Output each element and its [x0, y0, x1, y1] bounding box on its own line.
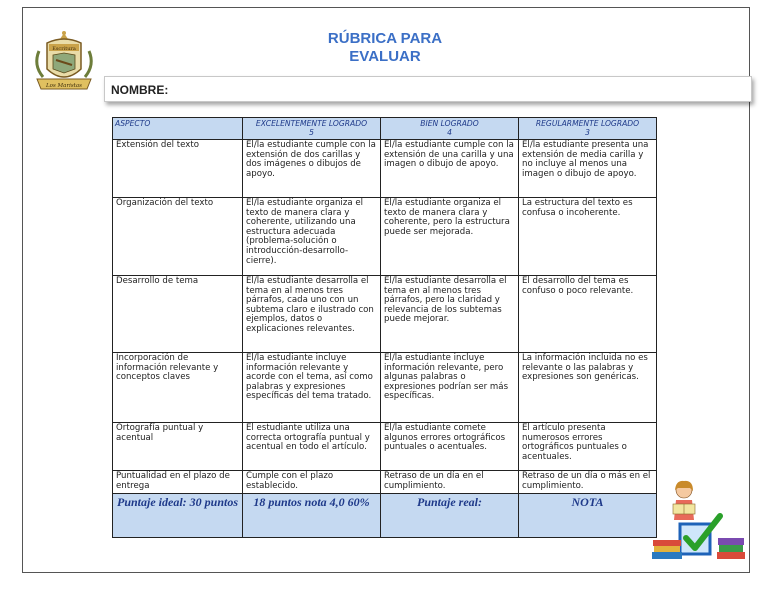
table-row: [113, 140, 657, 198]
aspect-cell: Extensión del texto: [113, 140, 243, 198]
header-fair: REGULARMENTE LOGRADO 3: [519, 118, 657, 140]
good-cell: El/la estudiante incluye información relevante, pero algunas palabras o expresiones podrían ser más específicas.: [381, 353, 519, 423]
excellent-cell: El/la estudiante incluye información relevante y acorde con el tema, así como palabras y expresiones específicas del tema tratado.: [243, 353, 381, 423]
table-row: [113, 353, 657, 423]
title-line-2: EVALUAR: [349, 48, 421, 65]
real-score-cell[interactable]: Puntaje real:: [381, 494, 519, 538]
table-row: [113, 471, 657, 494]
page-title: [290, 30, 480, 66]
school-crest-logo: [27, 29, 101, 95]
table-row: [113, 276, 657, 353]
excellent-cell: El estudiante utiliza una correcta ortografía puntual y acentual en todo el artículo.: [243, 423, 381, 471]
book-stack-icon: [650, 538, 684, 560]
ideal-score-cell: Puntaje ideal: 30 puntos: [113, 494, 243, 538]
excellent-cell: Cumple con el plazo establecido.: [243, 471, 381, 494]
good-cell: El/la estudiante desarrolla el tema en al menos tres párrafos, pero la claridad y relevancia de los subtemas puede mejorar.: [381, 276, 519, 353]
good-cell: El/la estudiante comete algunos errores ortográficos puntuales o acentuales.: [381, 423, 519, 471]
svg-text:Escritura: Escritura: [52, 46, 76, 52]
aspect-cell: Incorporación de información relevante y conceptos claves: [113, 353, 243, 423]
header-row: [113, 118, 657, 140]
conversion-cell: 18 puntos nota 4,0 60%: [243, 494, 381, 538]
title-line-1: RÚBRICA PARA: [327, 30, 443, 47]
book-stack-icon: [716, 536, 746, 560]
aspect-cell: Ortografía puntual y acentual: [113, 423, 243, 471]
fair-cell: La información incluida no es relevante o las palabras y expresiones son genéricas.: [519, 353, 657, 423]
aspect-cell: Desarrollo de tema: [113, 276, 243, 353]
fair-cell: El desarrollo del tema es confuso o poco relevante.: [519, 276, 657, 353]
aspect-cell: Puntualidad en el plazo de entrega: [113, 471, 243, 494]
rubric-table: [112, 117, 657, 538]
good-cell: Retraso de un día en el cumplimiento.: [381, 471, 519, 494]
excellent-cell: El/la estudiante organiza el texto de manera clara y coherente, utilizando una estructura adecuada (problema-solución o introducción-desarrollo-cierre).: [243, 198, 381, 276]
name-label: NOMBRE:: [111, 83, 169, 97]
table-row: [113, 198, 657, 276]
excellent-cell: El/la estudiante cumple con la extensión de dos carillas y dos imágenes o dibujos de apoyo.: [243, 140, 381, 198]
name-field[interactable]: [104, 76, 752, 102]
totals-row: [113, 494, 657, 538]
fair-cell: El artículo presenta numerosos errores ortográficos puntuales o acentuales.: [519, 423, 657, 471]
fair-cell: Retraso de un día o más en el cumplimiento.: [519, 471, 657, 494]
header-aspect: ASPECTO: [113, 118, 243, 140]
header-excellent: EXCELENTEMENTE LOGRADO 5: [243, 118, 381, 140]
header-good: BIEN LOGRADO 4: [381, 118, 519, 140]
aspect-cell: Organización del texto: [113, 198, 243, 276]
svg-text:Los Maristas: Los Maristas: [46, 83, 82, 89]
fair-cell: La estructura del texto es confusa o incoherente.: [519, 198, 657, 276]
excellent-cell: El/la estudiante desarrolla el tema en al menos tres párrafos, cada uno con un subtema claro e ilustrado con ejemplos, datos o explicaciones relevantes.: [243, 276, 381, 353]
fair-cell: El/la estudiante presenta una extensión de media carilla y no incluye al menos una imagen o dibujo de apoyo.: [519, 140, 657, 198]
good-cell: El/la estudiante organiza el texto de manera clara y coherente, pero la estructura puede ser mejorada.: [381, 198, 519, 276]
good-cell: El/la estudiante cumple con la extensión de una carilla y una imagen o dibujo de apoyo.: [381, 140, 519, 198]
table-row: [113, 423, 657, 471]
grade-cell[interactable]: NOTA: [519, 494, 657, 538]
